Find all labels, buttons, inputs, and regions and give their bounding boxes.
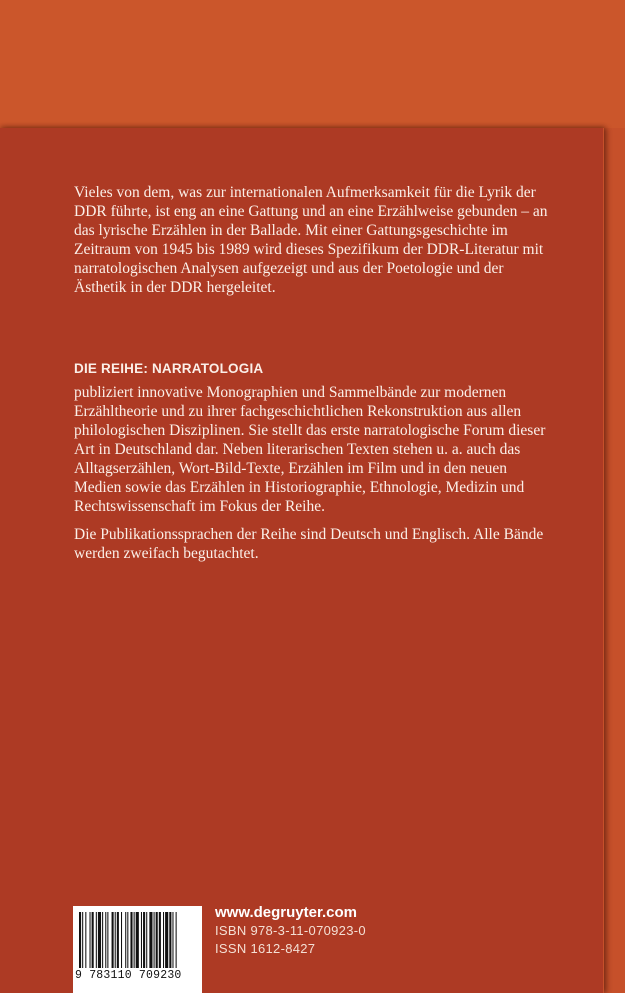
series-paragraph: publiziert innovative Monographien und Sammelbände zur modernen Erzähltheorie und zu ihrer fachgeschichtlichen Rekonstruktion aus allen philologischen Disziplinen. Sie stellt das erste narratologische Forum dieser Art in Deutschland dar. Neben literarischen Texten stehen u. a. auch das Alltagserzählen, Wort-Bild-Texte, Erzählen im Film und in den neuen Medien sowie das Erzählen in Historiographie, Ethnologie, Medizin und Rechtswissenschaft im Fokus der Reihe. [74, 384, 546, 515]
publisher-info [215, 903, 366, 958]
barcode [73, 906, 202, 993]
isbn-number: ISBN 978-3-11-070923-0 [215, 923, 366, 938]
cover-background [0, 0, 625, 130]
languages-paragraph: Die Publikationssprachen der Reihe sind Deutsch und Englisch. Alle Bände werden zweifach begutachtet. [74, 526, 544, 562]
series-heading: DIE REIHE: NARRATOLOGIA [74, 361, 264, 376]
cover-edge-strip [603, 128, 625, 993]
issn-number: ISSN 1612-8427 [215, 941, 316, 956]
book-description [74, 183, 556, 297]
series-languages [74, 525, 556, 563]
barcode-digits: 9 783110 709230 [75, 969, 182, 982]
barcode-bars-icon [79, 912, 196, 968]
series-description [74, 383, 556, 516]
description-paragraph: Vieles von dem, was zur internationalen Aufmerksamkeit für die Lyrik der DDR führte, ist eng an eine Gattung und an eine Erzählweise gebunden – an das lyrische Erzählen in der Ballade. Mit einer Gattungsgeschichte im Zeitraum von 1945 bis 1989 wird dieses Spezifikum der DDR-Literatur mit narratologischen Analysen aufgezeigt und aus der Poetologie und der Ästhetik in der DDR hergeleitet. [74, 184, 548, 296]
publisher-website[interactable]: www.degruyter.com [215, 904, 357, 921]
